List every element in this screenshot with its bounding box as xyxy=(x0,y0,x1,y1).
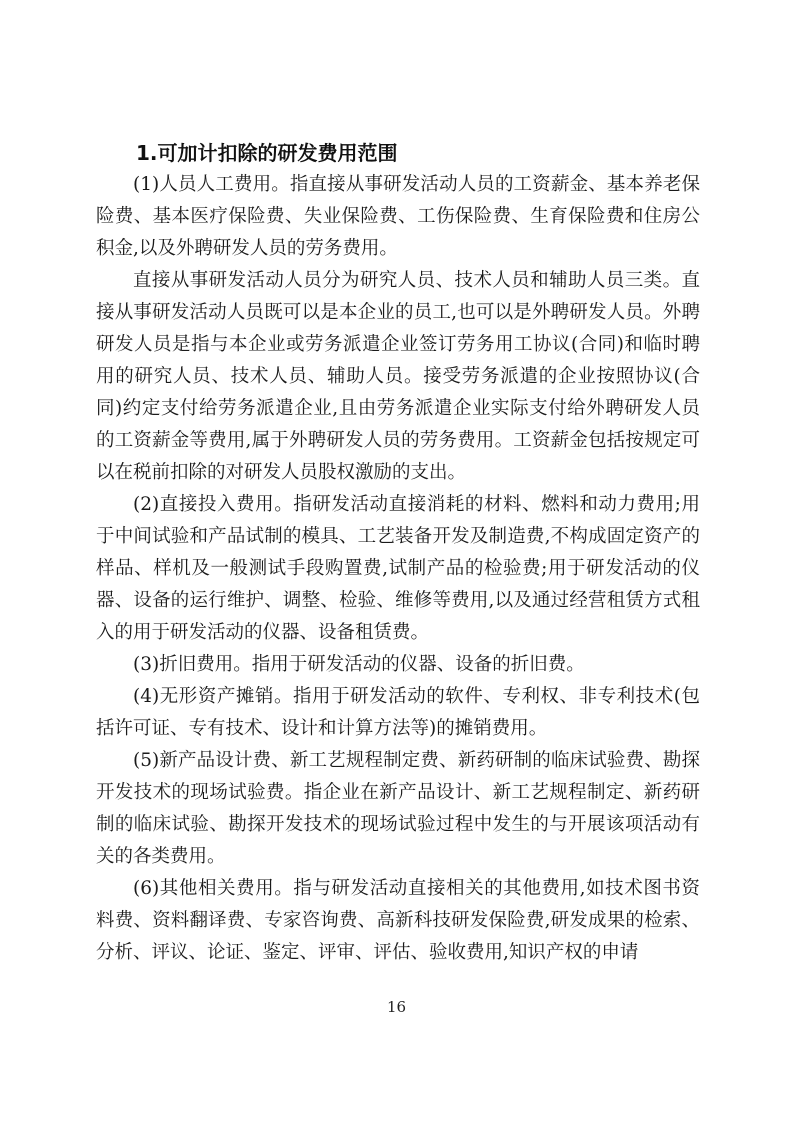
paragraph-design-and-trial-fees: (5)新产品设计费、新工艺规程制定费、新药研制的临床试验费、勘探开发技术的现场试验费。指企业在新产品设计、新工艺规程制定、新药研制的临床试验、勘探开发技术的现场试验过程中发生的与开展该项活动有关的各类费用。 xyxy=(96,750,700,867)
paragraph-personnel-categories: 直接从事研发活动人员分为研究人员、技术人员和辅助人员三类。直接从事研发活动人员既可以是本企业的员工,也可以是外聘研发人员。外聘研发人员是指与本企业或劳务派遣企业签订劳务用工协议(合同)和临时聘用的研究人员、技术人员、辅助人员。接受劳务派遣的企业按照协议(合同)约定支付给劳务派遣企业,且由劳务派遣企业实际支付给外聘研发人员的工资薪金等费用,属于外聘研发人员的劳务费用。工资薪金包括按规定可以在税前扣除的对研发人员股权激励的支出。 xyxy=(96,270,700,483)
paragraph-intangible-amortization: (4)无形资产摊销。指用于研发活动的软件、专利权、非专利技术(包括许可证、专有技术、设计和计算方法等)的摊销费用。 xyxy=(96,686,700,739)
paragraph-other-related-costs: (6)其他相关费用。指与研发活动直接相关的其他费用,如技术图书资料费、资料翻译费、专家咨询费、高新科技研发保险费,研发成果的检索、分析、评议、论证、鉴定、评审、评估、验收费用,知识产权的申请 xyxy=(96,878,700,963)
paragraph-personnel-costs: (1)人员人工费用。指直接从事研发活动人员的工资薪金、基本养老保险费、基本医疗保险费、失业保险费、工伤保险费、生育保险费和住房公积金,以及外聘研发人员的劳务费用。 xyxy=(96,174,700,259)
paragraph-depreciation-costs: (3)折旧费用。指用于研发活动的仪器、设备的折旧费。 xyxy=(133,654,585,675)
page-content xyxy=(96,137,700,969)
paragraph-direct-input-costs: (2)直接投入费用。指研发活动直接消耗的材料、燃料和动力费用;用于中间试验和产品试制的模具、工艺装备开发及制造费,不构成固定资产的样品、样机及一般测试手段购置费,试制产品的检验费;用于研发活动的仪器、设备的运行维护、调整、检验、维修等费用,以及通过经营租赁方式租入的用于研发活动的仪器、设备租赁费。 xyxy=(96,494,700,643)
section-heading: 1.可加计扣除的研发费用范围 xyxy=(136,141,398,165)
page-number: 16 xyxy=(386,998,407,1016)
